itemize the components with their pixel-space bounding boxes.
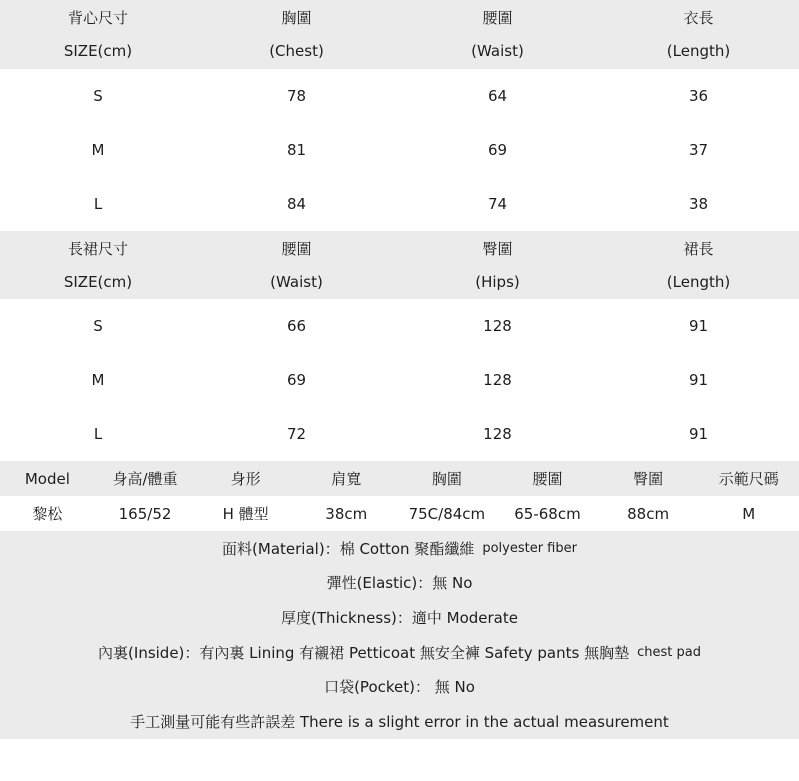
- vest-waist: 64: [487, 87, 508, 105]
- model-header-waist: 腰圍: [532, 470, 563, 488]
- skirt-waist: 69: [286, 371, 307, 389]
- skirt-header-hips-zh: 臀圍: [482, 239, 513, 258]
- vest-header-length-en: (Length): [666, 42, 731, 60]
- vest-row-s: [0, 69, 799, 123]
- pocket-line: 口袋(Pocket)： 無 No: [324, 678, 475, 697]
- vest-header-waist-en: (Waist): [471, 42, 524, 60]
- vest-waist: 69: [487, 141, 508, 159]
- vest-header-waist-zh: 腰圍: [482, 8, 513, 27]
- vest-header-length-zh: 衣長: [683, 8, 714, 27]
- model-table-header: [0, 461, 799, 496]
- material-label: 面料(Material)：: [222, 539, 340, 558]
- model-chest: 75C/84cm: [408, 504, 486, 523]
- skirt-size: M: [91, 371, 105, 389]
- model-table-row: [0, 496, 799, 531]
- model-shoulder: 38cm: [325, 504, 368, 523]
- model-header-size-worn: 示範尺碼: [718, 470, 779, 488]
- skirt-size: S: [93, 317, 103, 335]
- skirt-header-hips-en: (Hips): [475, 273, 520, 291]
- skirt-header-waist-zh: 腰圍: [281, 239, 312, 258]
- vest-header-size-en: SIZE(cm): [63, 42, 133, 60]
- model-header-hips: 臀圍: [633, 470, 664, 488]
- skirt-header-en-row: [0, 265, 799, 299]
- vest-chest: 78: [286, 87, 307, 105]
- vest-header-zh-row: [0, 0, 799, 34]
- skirt-length: 91: [688, 371, 709, 389]
- vest-size: L: [93, 195, 103, 213]
- skirt-hips: 128: [483, 371, 512, 389]
- thickness-line: 厚度(Thickness)：適中 Moderate: [281, 608, 518, 627]
- vest-size: M: [91, 141, 105, 159]
- vest-length: 38: [688, 195, 709, 213]
- model-body-shape: H 體型: [222, 505, 269, 523]
- fabric-info-block: [0, 531, 799, 739]
- vest-header-size-zh: 背心尺寸: [67, 8, 128, 27]
- elastic-line: 彈性(Elastic)：無 No: [326, 574, 473, 593]
- vest-chest: 84: [286, 195, 307, 213]
- vest-waist: 74: [487, 195, 508, 213]
- skirt-length: 91: [688, 317, 709, 335]
- vest-table-header: [0, 0, 799, 69]
- model-header-body-shape: 身形: [230, 470, 261, 488]
- skirt-row-s: [0, 299, 799, 353]
- material-value: 棉 Cotton 聚酯纖維: [339, 539, 475, 558]
- vest-length: 37: [688, 141, 709, 159]
- skirt-header-size-zh: 長裙尺寸: [67, 239, 128, 258]
- skirt-row-m: [0, 353, 799, 407]
- inside-label: 內裏(Inside)：有內裏 Lining 有襯裙 Petticoat 無安全褲 Safety pants 無胸墊: [98, 643, 630, 662]
- model-size-worn: M: [742, 504, 756, 523]
- model-header-shoulder: 肩寬: [331, 470, 362, 488]
- vest-length: 36: [688, 87, 709, 105]
- model-name: 黎松: [32, 505, 63, 523]
- model-height-weight: 165/52: [118, 504, 172, 523]
- skirt-hips: 128: [483, 317, 512, 335]
- vest-header-chest-zh: 胸圍: [281, 8, 312, 27]
- material-line: [0, 531, 799, 566]
- inside-extra: chest pad: [637, 644, 701, 660]
- model-header-model: Model: [24, 469, 70, 488]
- skirt-length: 91: [688, 425, 709, 443]
- model-header-height-weight: 身高/體重: [112, 470, 178, 488]
- skirt-waist: 66: [286, 317, 307, 335]
- model-waist: 65-68cm: [514, 504, 581, 523]
- vest-header-en-row: [0, 34, 799, 68]
- vest-size: S: [93, 87, 103, 105]
- skirt-header-zh-row: [0, 231, 799, 265]
- measurement-note: 手工測量可能有些許誤差 There is a slight error in the actual measurement: [130, 712, 669, 731]
- vest-header-chest-en: (Chest): [269, 42, 324, 60]
- skirt-hips: 128: [483, 425, 512, 443]
- vest-row-l: [0, 177, 799, 231]
- skirt-header-waist-en: (Waist): [270, 273, 323, 291]
- vest-chest: 81: [286, 141, 307, 159]
- skirt-size: L: [93, 425, 103, 443]
- model-header-chest: 胸圍: [431, 470, 462, 488]
- skirt-waist: 72: [286, 425, 307, 443]
- skirt-row-l: [0, 407, 799, 461]
- material-extra: polyester fiber: [482, 540, 577, 556]
- skirt-table-header: [0, 231, 799, 299]
- vest-row-m: [0, 123, 799, 177]
- model-hips: 88cm: [627, 504, 670, 523]
- inside-line: [0, 635, 799, 670]
- skirt-header-size-en: SIZE(cm): [63, 273, 133, 291]
- skirt-header-length-en: (Length): [666, 273, 731, 291]
- skirt-header-length-zh: 裙長: [683, 239, 714, 258]
